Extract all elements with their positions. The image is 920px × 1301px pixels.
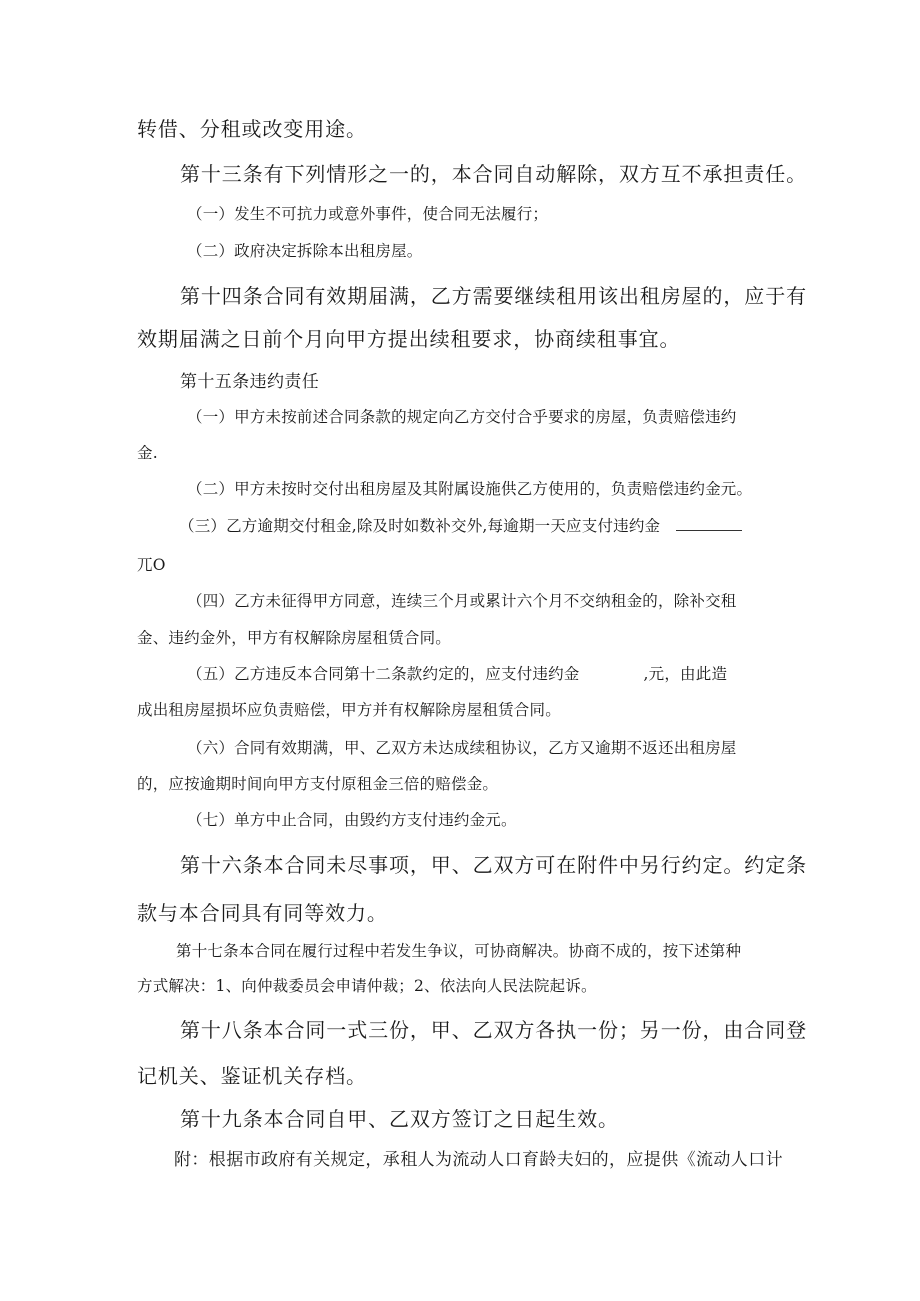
text-line: 款与本合同具有同等效力。 — [137, 901, 388, 925]
article-14-paragraph: 第十四条合同有效期届满，乙方需要继续租用该出租房屋的，应于有 — [180, 284, 807, 308]
article-15-heading: 第十五条违约责任 — [180, 372, 320, 392]
clause-item: （四）乙方未征得甲方同意，连续三个月或累计六个月不交纳租金的，除补交租 — [187, 592, 737, 610]
article-19-paragraph: 第十九条本合同自甲、乙双方签订之日起生效。 — [180, 1107, 619, 1131]
text-line: 方式解决：1、向仲裁委员会申请仲裁；2、依法向人民法院起诉。 — [137, 977, 597, 995]
text-line: 兀O — [137, 556, 166, 574]
appendix-note: 附：根据市政府有关规定，承租人为流动人口育龄夫妇的，应提供《流动人口计 — [174, 1150, 783, 1170]
article-16-paragraph: 第十六条本合同未尽事项，甲、乙双方可在附件中另行约定。约定条 — [180, 853, 807, 877]
clause-text: （五）乙方违反本合同第十二条款约定的，应支付违约金 — [187, 665, 580, 683]
clause-item: （一）甲方未按前述合同条款的规定向乙方交付合乎要求的房屋，负责赔偿违约 — [187, 408, 737, 426]
text-line: 金. — [137, 444, 158, 462]
clause-item: （七）单方中止合同，由毁约方支付违约金元。 — [187, 811, 517, 829]
penalty-amount-blank — [676, 530, 742, 531]
clause-item — [179, 514, 742, 536]
clause-text: ,元，由此造 — [643, 665, 728, 683]
article-18-paragraph: 第十八条本合同一式三份，甲、乙双方各执一份；另一份，由合同登 — [180, 1018, 807, 1042]
article-17-paragraph: 第十七条本合同在履行过程中若发生争议，可协商解决。协商不成的，按下述第种 — [176, 942, 742, 960]
text-line: 效期届满之日前个月向甲方提出续租要求，协商续租事宜。 — [137, 327, 681, 351]
text-line: 金、违约金外，甲方有权解除房屋租赁合同。 — [137, 629, 452, 647]
text-line: 成出租房屋损坏应负责赔偿，甲方并有权解除房屋租赁合同。 — [137, 701, 561, 719]
text-line: 的，应按逾期时间向甲方支付原租金三倍的赔偿金。 — [137, 775, 499, 793]
clause-item: （二）政府决定拆除本出租房屋。 — [187, 242, 423, 260]
clause-text: （三）乙方逾期交付租金,除及时如数补交外,每逾期一天应支付违约金 — [179, 517, 661, 535]
text-line: 记机关、鉴证机关存档。 — [137, 1064, 367, 1088]
clause-item: （一）发生不可抗力或意外事件，使合同无法履行； — [187, 205, 549, 223]
clause-item — [187, 662, 727, 684]
clause-item: （二）甲方未按时交付出租房屋及其附属设施供乙方使用的，负责赔偿违约金元。 — [187, 480, 753, 498]
clause-item: （六）合同有效期满，甲、乙双方未达成续租协议，乙方又逾期不返还出租房屋 — [187, 739, 737, 757]
article-13-heading: 第十三条有下列情形之一的，本合同自动解除，双方互不承担责任。 — [180, 162, 807, 186]
text-line: 转借、分租或改变用途。 — [137, 117, 367, 141]
